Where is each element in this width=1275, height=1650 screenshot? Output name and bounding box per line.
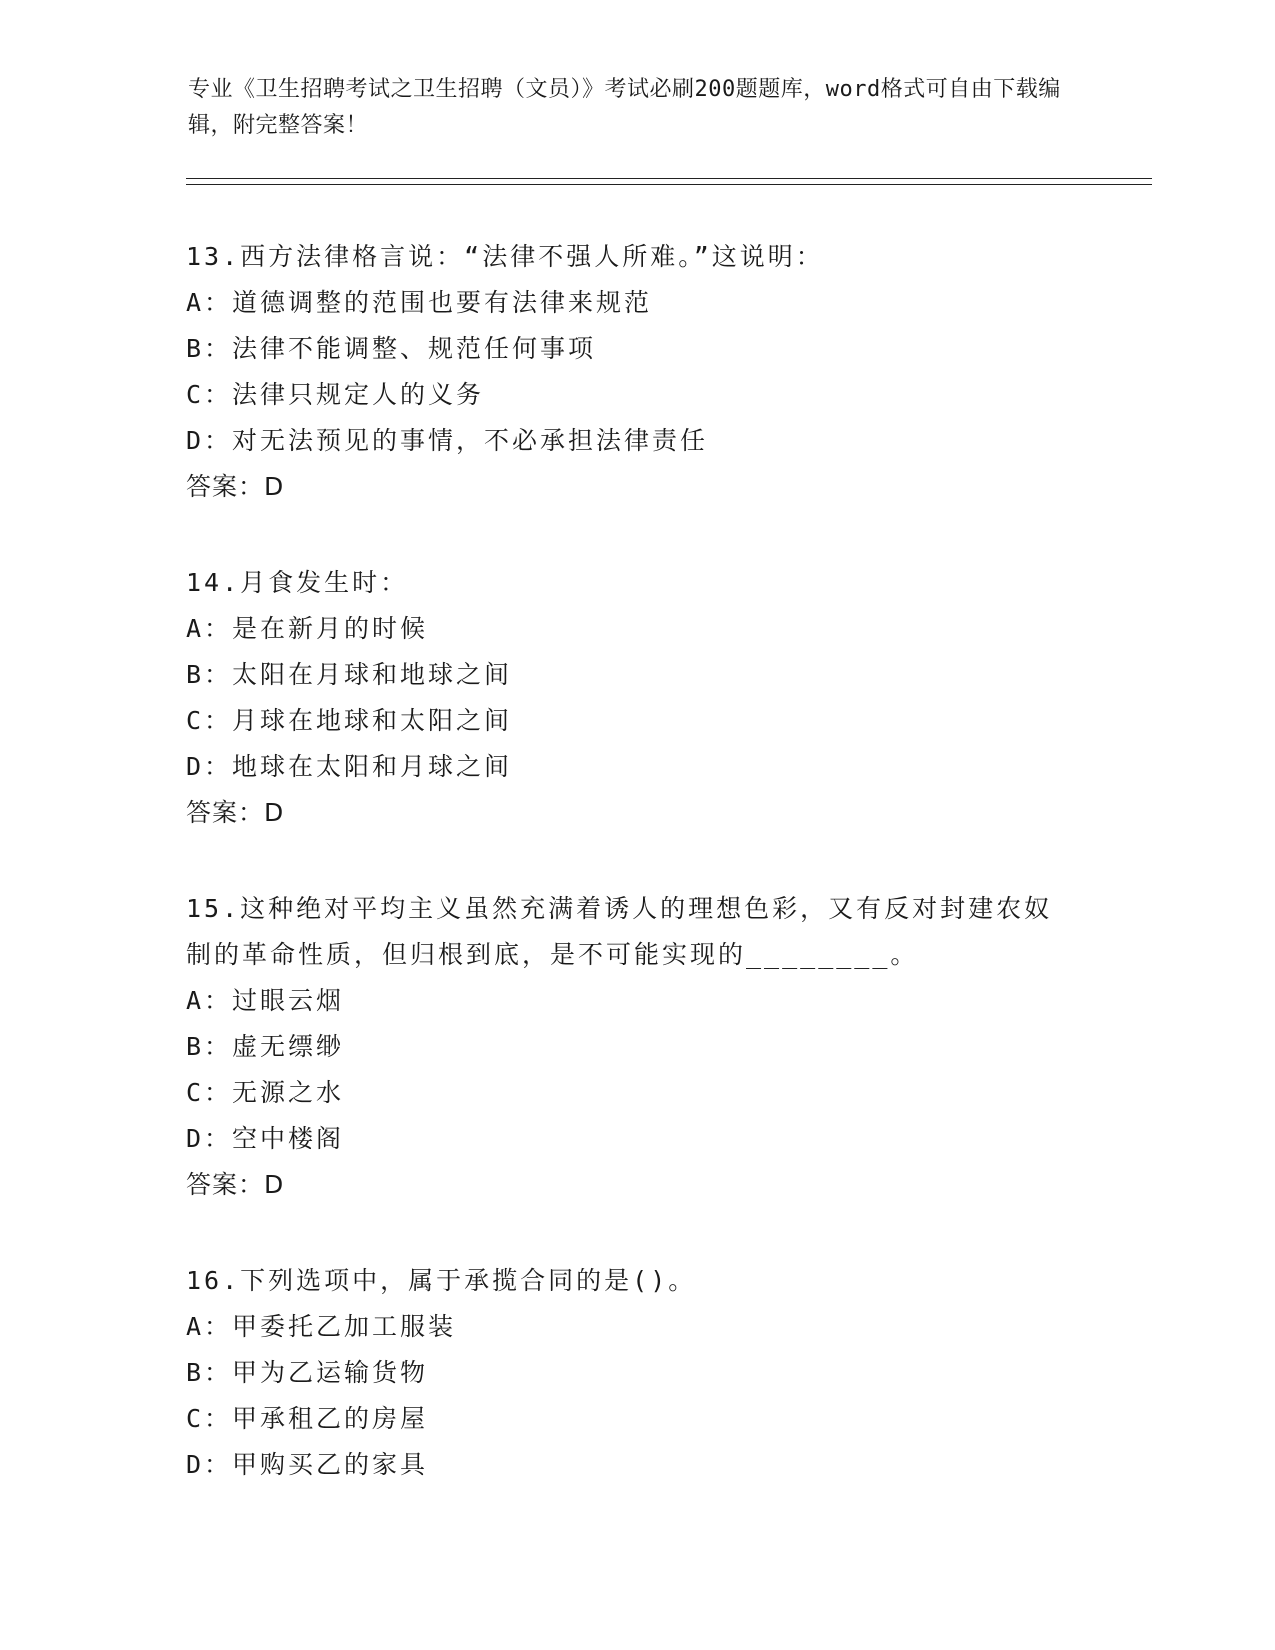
answer-line: 答案：D bbox=[186, 472, 285, 501]
question-stem: 15.这种绝对平均主义虽然充满着诱人的理想色彩，又有反对封建农奴制的革命性质，但归根到底，是不可能实现的________。 bbox=[186, 894, 1053, 969]
question-stem: 13.西方法律格言说：“法律不强人所难。”这说明： bbox=[186, 242, 824, 271]
question-14 bbox=[186, 560, 1086, 836]
option-c: C：无源之水 bbox=[186, 1078, 345, 1107]
option-b: B：甲为乙运输货物 bbox=[186, 1358, 429, 1387]
option-d: D：甲购买乙的家具 bbox=[186, 1450, 429, 1479]
option-c: C：甲承租乙的房屋 bbox=[186, 1404, 429, 1433]
question-13 bbox=[186, 234, 1086, 510]
question-16 bbox=[186, 1258, 1086, 1488]
question-list bbox=[186, 234, 1086, 1538]
question-15 bbox=[186, 886, 1086, 1208]
option-b: B：太阳在月球和地球之间 bbox=[186, 660, 513, 689]
header-rule-bottom bbox=[186, 184, 1152, 185]
option-d: D：空中楼阁 bbox=[186, 1124, 345, 1153]
question-stem: 14.月食发生时： bbox=[186, 568, 409, 597]
answer-line: 答案：D bbox=[186, 1170, 285, 1199]
option-b: B：虚无缥缈 bbox=[186, 1032, 345, 1061]
option-a: A：道德调整的范围也要有法律来规范 bbox=[186, 288, 653, 317]
option-b: B：法律不能调整、规范任何事项 bbox=[186, 334, 597, 363]
option-d: D：对无法预见的事情，不必承担法律责任 bbox=[186, 426, 709, 455]
answer-line: 答案：D bbox=[186, 798, 285, 827]
question-stem: 16.下列选项中，属于承揽合同的是()。 bbox=[186, 1266, 697, 1295]
option-c: C：月球在地球和太阳之间 bbox=[186, 706, 513, 735]
option-a: A：甲委托乙加工服装 bbox=[186, 1312, 457, 1341]
header-rule-top bbox=[186, 178, 1152, 179]
option-a: A：是在新月的时候 bbox=[186, 614, 429, 643]
option-c: C：法律只规定人的义务 bbox=[186, 380, 485, 409]
option-d: D：地球在太阳和月球之间 bbox=[186, 752, 513, 781]
option-a: A：过眼云烟 bbox=[186, 986, 345, 1015]
document-header: 专业《卫生招聘考试之卫生招聘（文员）》考试必刷200题题库，word格式可自由下载编辑，附完整答案！ bbox=[188, 77, 1061, 138]
